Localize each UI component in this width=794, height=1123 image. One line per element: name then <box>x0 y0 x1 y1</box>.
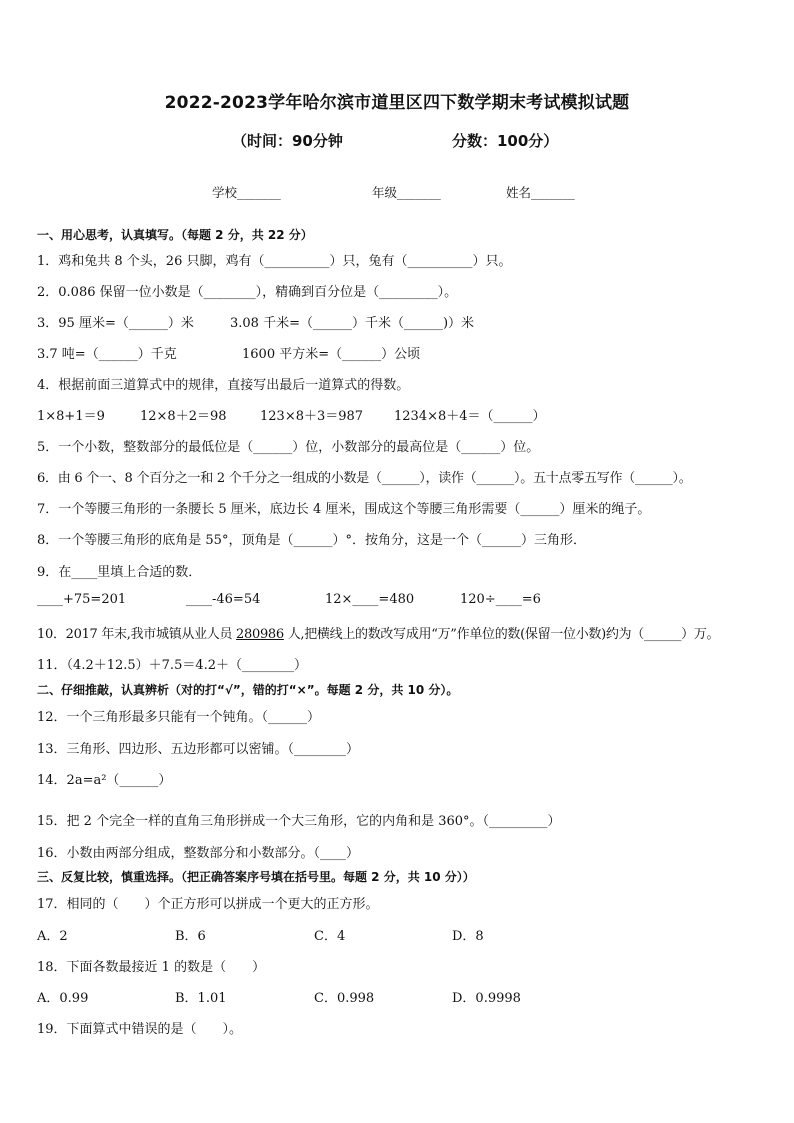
question-13: 13．三角形、四边形、五边形都可以密铺。（________） <box>37 742 360 757</box>
question-9-equation-4: 120÷____=6 <box>460 592 541 607</box>
exam-title: 2022-2023学年哈尔滨市道里区四下数学期末考试模拟试题 <box>164 93 630 113</box>
question-7: 7．一个等腰三角形的一条腰长 5 厘米，底边长 4 厘米，围成这个等腰三角形需要（______）厘米的绳子。 <box>37 502 651 517</box>
question-18-option-c: C．0.998 <box>314 991 375 1006</box>
question-9-equation-2: ____-46=54 <box>186 592 261 607</box>
question-6: 6．由 6 个一、8 个百分之一和 2 个千分之一组成的小数是（______），读作（______）。五十点零五写作（______）。 <box>37 471 692 486</box>
question-19: 19．下面算式中错误的是（ ）。 <box>37 1022 243 1037</box>
question-18-option-d: D．0.9998 <box>452 991 521 1006</box>
question-17-option-b: B．6 <box>175 929 206 944</box>
question-17: 17．相同的（ ）个正方形可以拼成一个更大的正方形。 <box>37 897 379 912</box>
question-4-equation-2: 12×8＋2＝98 <box>140 409 227 424</box>
question-9: 9．在____里填上合适的数． <box>37 565 202 580</box>
question-18-option-b: B．1.01 <box>175 991 227 1006</box>
school-field: 学校_______ <box>212 185 281 200</box>
question-14: 14．2a=a²（______） <box>37 773 172 788</box>
question-18-option-a: A．0.99 <box>37 991 89 1006</box>
question-5: 5．一个小数，整数部分的最低位是（______）位，小数部分的最高位是（______）位。 <box>37 440 540 455</box>
question-12: 12．一个三角形最多只能有一个钝角。（______） <box>37 710 321 725</box>
section-2-heading: 二、仔细推敲，认真辨析（对的打“√”，错的打“×”。每题 2 分，共 10 分）。 <box>37 683 459 697</box>
question-9-equation-1: ____+75=201 <box>37 592 127 607</box>
question-10 <box>37 623 719 642</box>
question-8: 8．一个等腰三角形的底角是 55°，顶角是（______）°．按角分，这是一个（______）三角形． <box>37 533 586 548</box>
exam-score: 分数：100分） <box>452 132 559 150</box>
question-2: 2．0.086 保留一位小数是（________），精确到百分位是（_________）。 <box>37 285 458 300</box>
question-9-equation-3: 12×____=480 <box>325 592 415 607</box>
question-4-equation-4: 1234×8＋4＝（______） <box>394 409 546 424</box>
question-3-part-b: 3.08 千米=（______）千米（______)）米 <box>230 316 475 331</box>
question-3-part-a: 3．95 厘米=（______）米 <box>37 316 194 331</box>
question-1: 1．鸡和兔共 8 个头，26 只脚，鸡有（__________）只，兔有（__________）只。 <box>37 254 512 269</box>
question-4-equation-3: 123×8＋3＝987 <box>260 409 364 424</box>
question-3-part-d: 1600 平方米=（______）公顷 <box>242 347 421 362</box>
name-field: 姓名_______ <box>506 185 575 200</box>
question-10-text-b: 人,把横线上的数改写成用“万”作单位的数(保留一位小数)约为（______）万。 <box>283 627 720 642</box>
question-18: 18．下面各数最接近 1 的数是（ ） <box>37 960 266 975</box>
question-10-underlined-number: 280986 <box>236 627 284 642</box>
question-4-equation-1: 1×8+1＝9 <box>37 409 105 424</box>
question-4: 4．根据前面三道算式中的规律，直接写出最后一道算式的得数。 <box>37 378 410 393</box>
question-17-option-c: C．4 <box>314 929 346 944</box>
section-3-heading: 三、反复比较，慎重选择。（把正确答案序号填在括号里。每题 2 分，共 10 分）） <box>37 870 475 884</box>
question-17-option-a: A．2 <box>37 929 68 944</box>
question-17-option-d: D．8 <box>452 929 484 944</box>
question-11: 11．（4.2＋12.5）＋7.5＝4.2＋（________） <box>37 658 308 673</box>
section-1-heading: 一、用心思考，认真填写。（每题 2 分，共 22 分） <box>37 228 313 242</box>
question-15: 15．把 2 个完全一样的直角三角形拼成一个大三角形，它的内角和是 360°。（_________） <box>37 814 561 829</box>
question-3-part-c: 3.7 吨=（______）千克 <box>37 347 177 362</box>
exam-time: （时间：90分钟 <box>232 132 343 150</box>
question-16: 16．小数由两部分组成，整数部分和小数部分。（____） <box>37 846 360 861</box>
grade-field: 年级_______ <box>372 185 441 200</box>
question-10-text-a: 10．2017 年末,我市城镇从业人员 <box>37 627 237 642</box>
